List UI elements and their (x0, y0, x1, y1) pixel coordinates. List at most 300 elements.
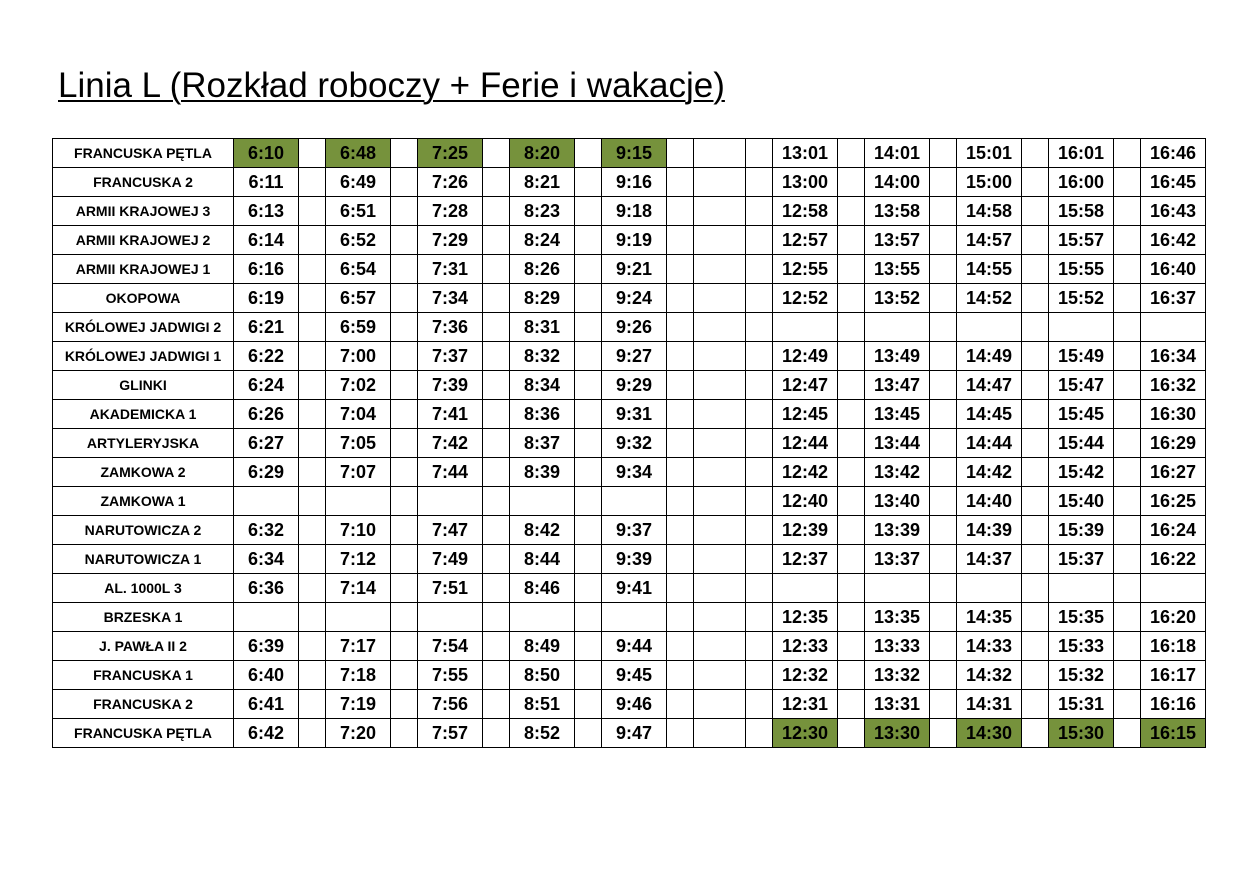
spacer-cell (391, 690, 418, 719)
column-gap (694, 516, 746, 545)
spacer-cell (838, 168, 865, 197)
departure-time: 13:30 (865, 719, 930, 748)
spacer-cell (838, 342, 865, 371)
spacer-cell (930, 661, 957, 690)
departure-time: 6:22 (234, 342, 299, 371)
spacer-cell (391, 313, 418, 342)
spacer-cell (483, 516, 510, 545)
departure-time (602, 487, 667, 516)
departure-time: 12:52 (773, 284, 838, 313)
spacer-cell (1114, 284, 1141, 313)
spacer-cell (1022, 400, 1049, 429)
spacer-cell (667, 516, 694, 545)
spacer-cell (299, 313, 326, 342)
departure-time: 6:24 (234, 371, 299, 400)
departure-time: 14:47 (957, 371, 1022, 400)
departure-time: 6:29 (234, 458, 299, 487)
spacer-cell (1114, 429, 1141, 458)
spacer-cell (1022, 603, 1049, 632)
departure-time: 7:07 (326, 458, 391, 487)
stop-name: KRÓLOWEJ JADWIGI 2 (53, 313, 234, 342)
departure-time: 16:46 (1141, 139, 1206, 168)
spacer-cell (667, 313, 694, 342)
departure-time: 15:55 (1049, 255, 1114, 284)
spacer-cell (391, 255, 418, 284)
departure-time: 16:43 (1141, 197, 1206, 226)
departure-time: 8:37 (510, 429, 575, 458)
departure-time: 6:10 (234, 139, 299, 168)
departure-time: 9:27 (602, 342, 667, 371)
spacer-cell (483, 313, 510, 342)
departure-time: 9:37 (602, 516, 667, 545)
departure-time: 16:34 (1141, 342, 1206, 371)
departure-time: 16:24 (1141, 516, 1206, 545)
departure-time: 14:39 (957, 516, 1022, 545)
spacer-cell (299, 719, 326, 748)
spacer-cell (1114, 516, 1141, 545)
spacer-cell (1114, 168, 1141, 197)
departure-time: 16:29 (1141, 429, 1206, 458)
spacer-cell (483, 255, 510, 284)
spacer-cell (1114, 400, 1141, 429)
departure-time: 8:31 (510, 313, 575, 342)
spacer-cell (299, 139, 326, 168)
departure-time: 15:58 (1049, 197, 1114, 226)
departure-time: 15:45 (1049, 400, 1114, 429)
spacer-cell (930, 545, 957, 574)
departure-time: 13:42 (865, 458, 930, 487)
table-row (53, 632, 1206, 661)
spacer-cell (930, 168, 957, 197)
departure-time: 6:16 (234, 255, 299, 284)
stop-name: ARMII KRAJOWEJ 3 (53, 197, 234, 226)
spacer-cell (746, 574, 773, 603)
column-gap (694, 197, 746, 226)
departure-time: 16:32 (1141, 371, 1206, 400)
departure-time: 12:57 (773, 226, 838, 255)
spacer-cell (575, 197, 602, 226)
spacer-cell (299, 342, 326, 371)
spacer-cell (483, 197, 510, 226)
departure-time: 12:42 (773, 458, 838, 487)
spacer-cell (391, 632, 418, 661)
departure-time: 14:32 (957, 661, 1022, 690)
spacer-cell (746, 516, 773, 545)
spacer-cell (391, 458, 418, 487)
departure-time: 7:29 (418, 226, 483, 255)
departure-time: 8:42 (510, 516, 575, 545)
spacer-cell (667, 719, 694, 748)
column-gap (694, 690, 746, 719)
departure-time: 8:52 (510, 719, 575, 748)
departure-time: 6:34 (234, 545, 299, 574)
spacer-cell (575, 603, 602, 632)
spacer-cell (575, 487, 602, 516)
spacer-cell (299, 371, 326, 400)
departure-time: 7:39 (418, 371, 483, 400)
departure-time: 8:46 (510, 574, 575, 603)
departure-time (957, 313, 1022, 342)
departure-time: 13:57 (865, 226, 930, 255)
table-row (53, 429, 1206, 458)
departure-time: 13:33 (865, 632, 930, 661)
departure-time: 6:36 (234, 574, 299, 603)
column-gap (694, 545, 746, 574)
spacer-cell (299, 603, 326, 632)
spacer-cell (299, 516, 326, 545)
spacer-cell (483, 545, 510, 574)
departure-time: 7:54 (418, 632, 483, 661)
spacer-cell (930, 632, 957, 661)
spacer-cell (746, 255, 773, 284)
departure-time: 9:46 (602, 690, 667, 719)
table-row (53, 313, 1206, 342)
column-gap (694, 139, 746, 168)
spacer-cell (667, 487, 694, 516)
spacer-cell (838, 458, 865, 487)
departure-time: 9:34 (602, 458, 667, 487)
departure-time: 16:01 (1049, 139, 1114, 168)
spacer-cell (299, 168, 326, 197)
spacer-cell (746, 197, 773, 226)
departure-time: 7:41 (418, 400, 483, 429)
departure-time: 12:37 (773, 545, 838, 574)
departure-time: 7:56 (418, 690, 483, 719)
spacer-cell (391, 603, 418, 632)
timetable (52, 138, 1206, 748)
departure-time: 14:30 (957, 719, 1022, 748)
departure-time: 8:34 (510, 371, 575, 400)
spacer-cell (838, 371, 865, 400)
table-row (53, 516, 1206, 545)
spacer-cell (746, 168, 773, 197)
stop-name: ZAMKOWA 2 (53, 458, 234, 487)
departure-time: 16:42 (1141, 226, 1206, 255)
spacer-cell (667, 429, 694, 458)
spacer-cell (667, 255, 694, 284)
departure-time: 15:32 (1049, 661, 1114, 690)
spacer-cell (1114, 690, 1141, 719)
spacer-cell (746, 226, 773, 255)
departure-time: 14:58 (957, 197, 1022, 226)
spacer-cell (930, 458, 957, 487)
spacer-cell (391, 197, 418, 226)
departure-time: 6:59 (326, 313, 391, 342)
spacer-cell (1022, 168, 1049, 197)
departure-time: 15:39 (1049, 516, 1114, 545)
departure-time: 7:47 (418, 516, 483, 545)
spacer-cell (1114, 197, 1141, 226)
spacer-cell (746, 719, 773, 748)
departure-time: 13:35 (865, 603, 930, 632)
departure-time: 14:35 (957, 603, 1022, 632)
spacer-cell (667, 603, 694, 632)
spacer-cell (575, 255, 602, 284)
spacer-cell (746, 632, 773, 661)
spacer-cell (838, 313, 865, 342)
spacer-cell (391, 284, 418, 313)
departure-time: 12:40 (773, 487, 838, 516)
spacer-cell (299, 400, 326, 429)
departure-time: 13:01 (773, 139, 838, 168)
departure-time: 6:32 (234, 516, 299, 545)
spacer-cell (838, 284, 865, 313)
spacer-cell (1114, 574, 1141, 603)
departure-time: 8:39 (510, 458, 575, 487)
spacer-cell (391, 487, 418, 516)
spacer-cell (667, 139, 694, 168)
spacer-cell (575, 400, 602, 429)
departure-time: 14:37 (957, 545, 1022, 574)
departure-time: 12:33 (773, 632, 838, 661)
spacer-cell (930, 574, 957, 603)
table-row (53, 574, 1206, 603)
departure-time: 7:10 (326, 516, 391, 545)
departure-time: 13:39 (865, 516, 930, 545)
departure-time: 8:49 (510, 632, 575, 661)
departure-time: 15:47 (1049, 371, 1114, 400)
spacer-cell (575, 516, 602, 545)
departure-time: 7:42 (418, 429, 483, 458)
departure-time: 16:25 (1141, 487, 1206, 516)
spacer-cell (299, 690, 326, 719)
departure-time: 9:26 (602, 313, 667, 342)
column-gap (694, 255, 746, 284)
departure-time (1049, 574, 1114, 603)
departure-time: 13:31 (865, 690, 930, 719)
departure-time: 13:47 (865, 371, 930, 400)
departure-time (1141, 574, 1206, 603)
spacer-cell (667, 284, 694, 313)
spacer-cell (1114, 255, 1141, 284)
spacer-cell (1114, 545, 1141, 574)
departure-time: 14:49 (957, 342, 1022, 371)
spacer-cell (667, 371, 694, 400)
departure-time: 13:45 (865, 400, 930, 429)
spacer-cell (746, 284, 773, 313)
departure-time: 15:52 (1049, 284, 1114, 313)
spacer-cell (746, 342, 773, 371)
departure-time: 9:47 (602, 719, 667, 748)
departure-time: 14:01 (865, 139, 930, 168)
spacer-cell (575, 313, 602, 342)
departure-time: 7:34 (418, 284, 483, 313)
departure-time: 14:57 (957, 226, 1022, 255)
departure-time: 8:24 (510, 226, 575, 255)
table-row (53, 545, 1206, 574)
spacer-cell (575, 139, 602, 168)
spacer-cell (746, 458, 773, 487)
departure-time (510, 487, 575, 516)
spacer-cell (1022, 371, 1049, 400)
departure-time: 6:11 (234, 168, 299, 197)
spacer-cell (575, 690, 602, 719)
spacer-cell (575, 632, 602, 661)
departure-time: 16:30 (1141, 400, 1206, 429)
departure-time: 9:19 (602, 226, 667, 255)
spacer-cell (391, 168, 418, 197)
spacer-cell (1022, 574, 1049, 603)
departure-time: 6:21 (234, 313, 299, 342)
departure-time: 15:35 (1049, 603, 1114, 632)
spacer-cell (1022, 313, 1049, 342)
column-gap (694, 371, 746, 400)
departure-time: 6:19 (234, 284, 299, 313)
spacer-cell (391, 574, 418, 603)
table-row (53, 661, 1206, 690)
column-gap (694, 603, 746, 632)
departure-time: 7:14 (326, 574, 391, 603)
departure-time: 8:44 (510, 545, 575, 574)
spacer-cell (1114, 661, 1141, 690)
departure-time: 6:51 (326, 197, 391, 226)
spacer-cell (930, 226, 957, 255)
departure-time: 7:12 (326, 545, 391, 574)
spacer-cell (483, 574, 510, 603)
spacer-cell (667, 168, 694, 197)
column-gap (694, 342, 746, 371)
departure-time: 9:31 (602, 400, 667, 429)
spacer-cell (483, 690, 510, 719)
spacer-cell (838, 487, 865, 516)
spacer-cell (483, 719, 510, 748)
departure-time: 9:32 (602, 429, 667, 458)
spacer-cell (299, 429, 326, 458)
departure-time (865, 313, 930, 342)
departure-time: 7:20 (326, 719, 391, 748)
spacer-cell (838, 690, 865, 719)
departure-time: 6:40 (234, 661, 299, 690)
spacer-cell (930, 690, 957, 719)
departure-time (602, 603, 667, 632)
spacer-cell (299, 226, 326, 255)
spacer-cell (667, 342, 694, 371)
spacer-cell (930, 487, 957, 516)
spacer-cell (930, 255, 957, 284)
column-gap (694, 168, 746, 197)
stop-name: J. PAWŁA II 2 (53, 632, 234, 661)
departure-time: 14:40 (957, 487, 1022, 516)
spacer-cell (746, 661, 773, 690)
stop-name: ARTYLERYJSKA (53, 429, 234, 458)
departure-time: 15:44 (1049, 429, 1114, 458)
spacer-cell (1022, 197, 1049, 226)
stop-name: OKOPOWA (53, 284, 234, 313)
departure-time: 15:37 (1049, 545, 1114, 574)
departure-time: 8:21 (510, 168, 575, 197)
departure-time: 7:00 (326, 342, 391, 371)
departure-time: 16:16 (1141, 690, 1206, 719)
spacer-cell (1022, 632, 1049, 661)
column-gap (694, 719, 746, 748)
departure-time (234, 603, 299, 632)
spacer-cell (746, 400, 773, 429)
departure-time (510, 603, 575, 632)
departure-time: 7:19 (326, 690, 391, 719)
departure-time: 7:51 (418, 574, 483, 603)
spacer-cell (391, 226, 418, 255)
spacer-cell (483, 487, 510, 516)
spacer-cell (1022, 661, 1049, 690)
spacer-cell (667, 197, 694, 226)
spacer-cell (838, 429, 865, 458)
departure-time: 13:40 (865, 487, 930, 516)
departure-time: 9:16 (602, 168, 667, 197)
spacer-cell (838, 632, 865, 661)
stop-name: FRANCUSKA 1 (53, 661, 234, 690)
departure-time: 13:00 (773, 168, 838, 197)
stop-name: ZAMKOWA 1 (53, 487, 234, 516)
departure-time: 7:25 (418, 139, 483, 168)
spacer-cell (483, 284, 510, 313)
departure-time: 15:42 (1049, 458, 1114, 487)
departure-time: 9:15 (602, 139, 667, 168)
spacer-cell (299, 574, 326, 603)
departure-time (326, 603, 391, 632)
departure-time (418, 603, 483, 632)
departure-time: 9:18 (602, 197, 667, 226)
spacer-cell (1022, 487, 1049, 516)
column-gap (694, 226, 746, 255)
spacer-cell (575, 574, 602, 603)
spacer-cell (667, 226, 694, 255)
spacer-cell (746, 603, 773, 632)
spacer-cell (1022, 255, 1049, 284)
spacer-cell (575, 226, 602, 255)
spacer-cell (930, 284, 957, 313)
spacer-cell (575, 342, 602, 371)
spacer-cell (838, 719, 865, 748)
departure-time: 12:32 (773, 661, 838, 690)
spacer-cell (575, 371, 602, 400)
departure-time: 14:45 (957, 400, 1022, 429)
table-row (53, 458, 1206, 487)
departure-time: 14:55 (957, 255, 1022, 284)
departure-time: 6:48 (326, 139, 391, 168)
spacer-cell (1114, 313, 1141, 342)
spacer-cell (391, 371, 418, 400)
departure-time: 13:55 (865, 255, 930, 284)
departure-time: 13:49 (865, 342, 930, 371)
departure-time: 12:30 (773, 719, 838, 748)
spacer-cell (1022, 226, 1049, 255)
column-gap (694, 284, 746, 313)
spacer-cell (838, 603, 865, 632)
departure-time (773, 574, 838, 603)
departure-time: 16:15 (1141, 719, 1206, 748)
departure-time: 15:01 (957, 139, 1022, 168)
table-row (53, 168, 1206, 197)
spacer-cell (299, 487, 326, 516)
spacer-cell (299, 255, 326, 284)
spacer-cell (1114, 487, 1141, 516)
stop-name: FRANCUSKA PĘTLA (53, 719, 234, 748)
departure-time: 8:50 (510, 661, 575, 690)
departure-time (1049, 313, 1114, 342)
spacer-cell (391, 545, 418, 574)
spacer-cell (1022, 284, 1049, 313)
departure-time (418, 487, 483, 516)
departure-time: 15:00 (957, 168, 1022, 197)
departure-time: 7:31 (418, 255, 483, 284)
departure-time: 14:00 (865, 168, 930, 197)
spacer-cell (575, 429, 602, 458)
spacer-cell (391, 400, 418, 429)
table-row (53, 690, 1206, 719)
table-row (53, 139, 1206, 168)
spacer-cell (667, 545, 694, 574)
spacer-cell (930, 429, 957, 458)
